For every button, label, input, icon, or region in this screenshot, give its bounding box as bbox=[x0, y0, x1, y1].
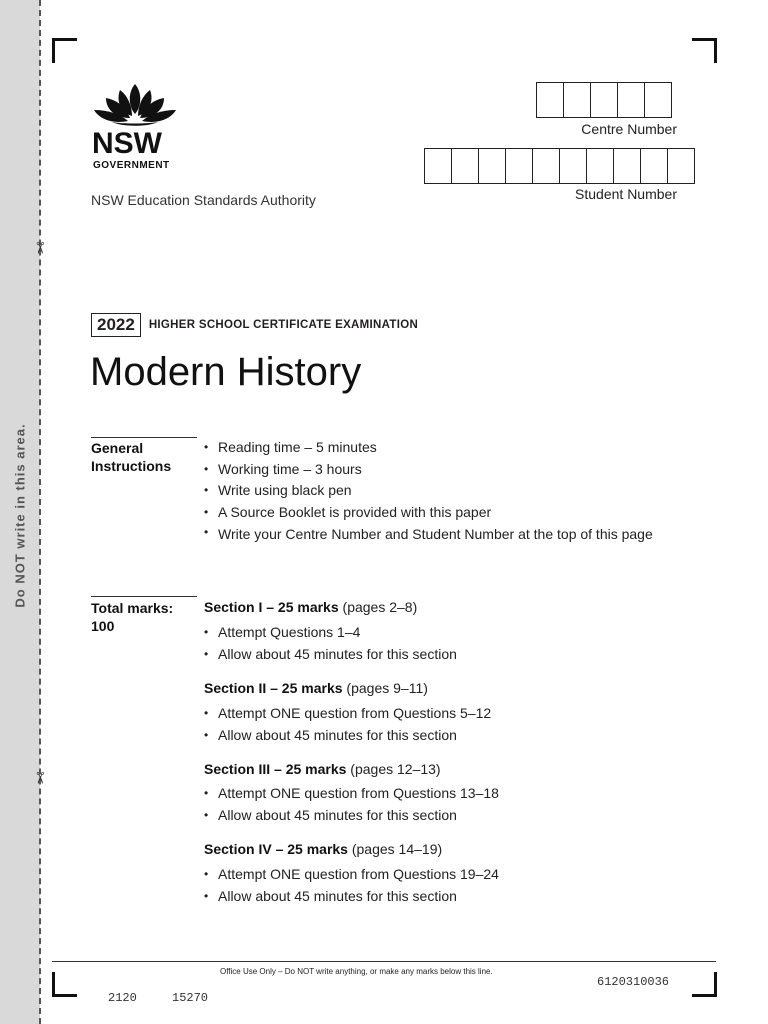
section-heading bbox=[204, 841, 442, 857]
label-line: Total marks: bbox=[91, 600, 174, 616]
list-item: • Attempt Questions 1–4 bbox=[204, 622, 457, 644]
corner-mark bbox=[52, 972, 77, 997]
list-item: • Write using black pen bbox=[204, 480, 654, 502]
centre-number-label: Centre Number bbox=[581, 121, 677, 137]
list-item: • Allow about 45 minutes for this section bbox=[204, 644, 457, 666]
centre-number-boxes[interactable] bbox=[537, 82, 672, 118]
section-list bbox=[204, 783, 499, 826]
section-pages: (pages 14–19) bbox=[351, 841, 443, 857]
subject-title: Modern History bbox=[90, 350, 362, 394]
section-pages: (pages 12–13) bbox=[350, 761, 441, 777]
list-item: • Attempt ONE question from Questions 5–12 bbox=[204, 703, 491, 725]
list-item: • Write your Centre Number and Student Number at the top of this page bbox=[204, 523, 654, 543]
cut-line bbox=[39, 0, 41, 1024]
student-number-boxes[interactable] bbox=[425, 148, 695, 184]
section-heading bbox=[204, 599, 417, 615]
label-line: 100 bbox=[91, 618, 115, 634]
logo-subtitle: GOVERNMENT bbox=[93, 160, 170, 171]
label-line: Instructions bbox=[91, 458, 172, 474]
centre-number-cell[interactable] bbox=[644, 82, 672, 118]
centre-number-cell[interactable] bbox=[590, 82, 618, 118]
student-number-cell[interactable] bbox=[559, 148, 587, 184]
list-item: • Working time – 3 hours bbox=[204, 459, 654, 481]
list-item: • Reading time – 5 minutes bbox=[204, 437, 654, 459]
corner-mark bbox=[692, 38, 717, 63]
student-number-cell[interactable] bbox=[532, 148, 560, 184]
student-number-cell[interactable] bbox=[478, 148, 506, 184]
section-heading bbox=[204, 680, 428, 696]
logo-title: NSW bbox=[92, 127, 162, 160]
list-item: • A Source Booklet is provided with this paper bbox=[204, 502, 654, 524]
section-list bbox=[204, 864, 499, 907]
student-number-cell[interactable] bbox=[613, 148, 641, 184]
scissors-icon: ✂ bbox=[30, 241, 48, 255]
corner-mark bbox=[692, 972, 717, 997]
general-instructions-list bbox=[204, 437, 654, 543]
centre-number-cell[interactable] bbox=[536, 82, 564, 118]
student-number-cell[interactable] bbox=[640, 148, 668, 184]
label-rule bbox=[91, 596, 197, 597]
print-code: 15270 bbox=[172, 991, 209, 1005]
authority-name: NSW Education Standards Authority bbox=[91, 192, 316, 208]
list-item: • Attempt ONE question from Questions 19–24 bbox=[204, 864, 499, 886]
section-title: Section II – 25 marks bbox=[204, 680, 343, 696]
section-list bbox=[204, 622, 457, 665]
section-pages: (pages 9–11) bbox=[346, 680, 428, 696]
student-number-cell[interactable] bbox=[505, 148, 533, 184]
section-pages: (pages 2–8) bbox=[342, 599, 418, 615]
section-heading bbox=[204, 761, 441, 777]
student-number-label: Student Number bbox=[575, 186, 677, 202]
barcode-number: 6120310036 bbox=[597, 975, 670, 989]
waratah-logo-icon bbox=[90, 82, 180, 128]
section-title: Section III – 25 marks bbox=[204, 761, 347, 777]
print-code: 2120 bbox=[108, 991, 137, 1005]
exam-title: HIGHER SCHOOL CERTIFICATE EXAMINATION bbox=[148, 319, 419, 331]
list-item: • Allow about 45 minutes for this section bbox=[204, 886, 499, 908]
scissors-icon: ✂ bbox=[30, 771, 48, 785]
student-number-cell[interactable] bbox=[451, 148, 479, 184]
student-number-cell[interactable] bbox=[586, 148, 614, 184]
total-marks-label bbox=[91, 599, 173, 635]
label-rule bbox=[91, 437, 197, 438]
exam-year: 2022 bbox=[91, 313, 141, 337]
office-use-note: Office Use Only – Do NOT write anything, or make any marks below this line. bbox=[220, 967, 493, 976]
section-list bbox=[204, 703, 491, 746]
exam-header bbox=[91, 313, 418, 337]
centre-number-cell[interactable] bbox=[563, 82, 591, 118]
general-instructions-label bbox=[91, 439, 171, 475]
do-not-write-note: Do NOT write in this area. bbox=[12, 422, 28, 608]
list-item: • Allow about 45 minutes for this section bbox=[204, 725, 491, 747]
label-line: General bbox=[91, 440, 144, 456]
section-title: Section IV – 25 marks bbox=[204, 841, 348, 857]
student-number-cell[interactable] bbox=[424, 148, 452, 184]
section-title: Section I – 25 marks bbox=[204, 599, 339, 615]
list-item: • Allow about 45 minutes for this section bbox=[204, 805, 499, 827]
centre-number-cell[interactable] bbox=[617, 82, 645, 118]
list-item: • Attempt ONE question from Questions 13–18 bbox=[204, 783, 499, 805]
student-number-cell[interactable] bbox=[667, 148, 695, 184]
corner-mark bbox=[52, 38, 77, 63]
office-use-rule bbox=[52, 961, 716, 962]
